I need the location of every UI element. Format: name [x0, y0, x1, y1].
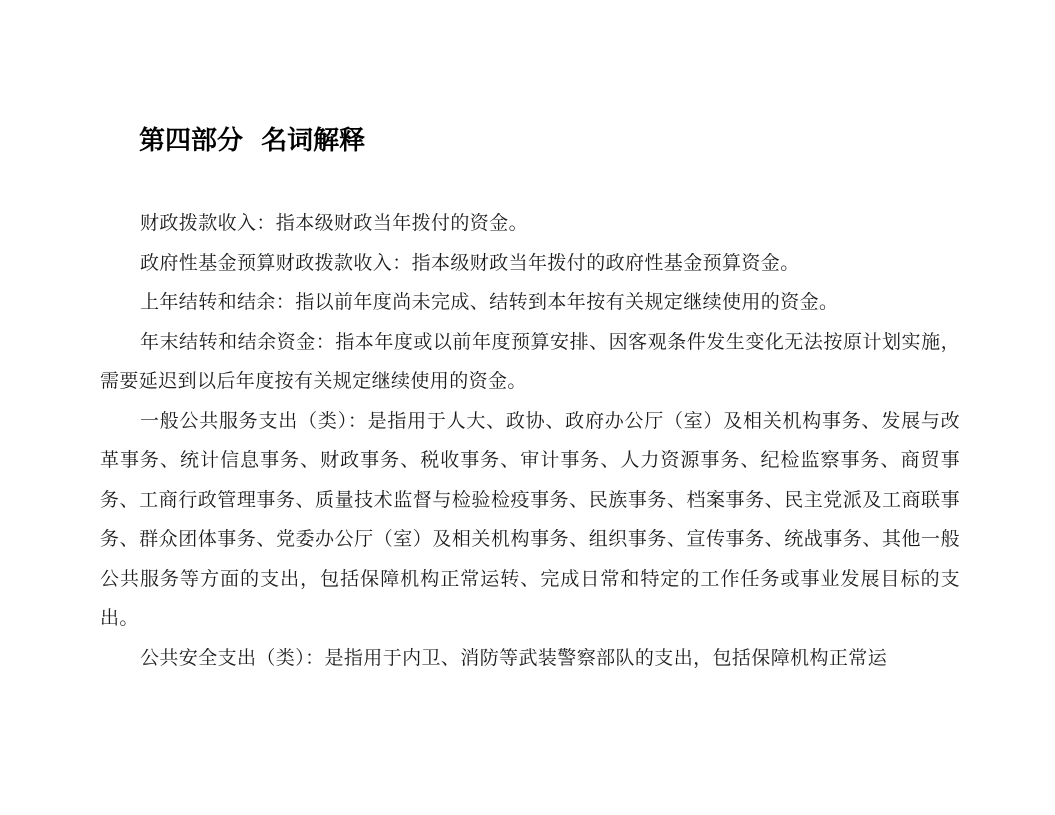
definition-paragraph: 财政拨款收入：指本级财政当年拨付的资金。 [140, 212, 529, 234]
definition-paragraph: 公共安全支出（类）：是指用于内卫、消防等武装警察部队的支出，包括保障机构正常运 [140, 646, 888, 669]
definition-paragraph: 上年结转和结余：指以前年度尚未完成、结转到本年按有关规定继续使用的资金。 [140, 291, 839, 313]
definition-paragraph: 政府性基金预算财政拨款收入：指本级财政当年拨付的政府性基金预算资金。 [140, 251, 800, 274]
definition-paragraph: 年末结转和结余资金：指本年度或以前年度预算安排、因客观条件发生变化无法按原计划实施，需要延迟到以后年度按有关规定继续使用的资金。 [100, 330, 960, 392]
section-heading: 第四部分 名词解释 [139, 126, 366, 156]
definition-paragraph: 一般公共服务支出（类）：是指用于人大、政协、政府办公厅（室）及相关机构事务、发展与改革事务、统计信息事务、财政事务、税收事务、审计事务、人力资源事务、纪检监察事务、商贸事务、工商行政管理事务、质量技术监督与检验检疫事务、民族事务、档案事务、民主党派及工商联事务、群众团体事务、党委办公厅（室）及相关机构事务、组织事务、宣传事务、统战事务、其他一般公共服务等方面的支出，包括保障机构正常运转、完成日常和特定的工作任务或事业发展目标的支出。 [100, 409, 960, 629]
definitions-body [100, 204, 960, 678]
